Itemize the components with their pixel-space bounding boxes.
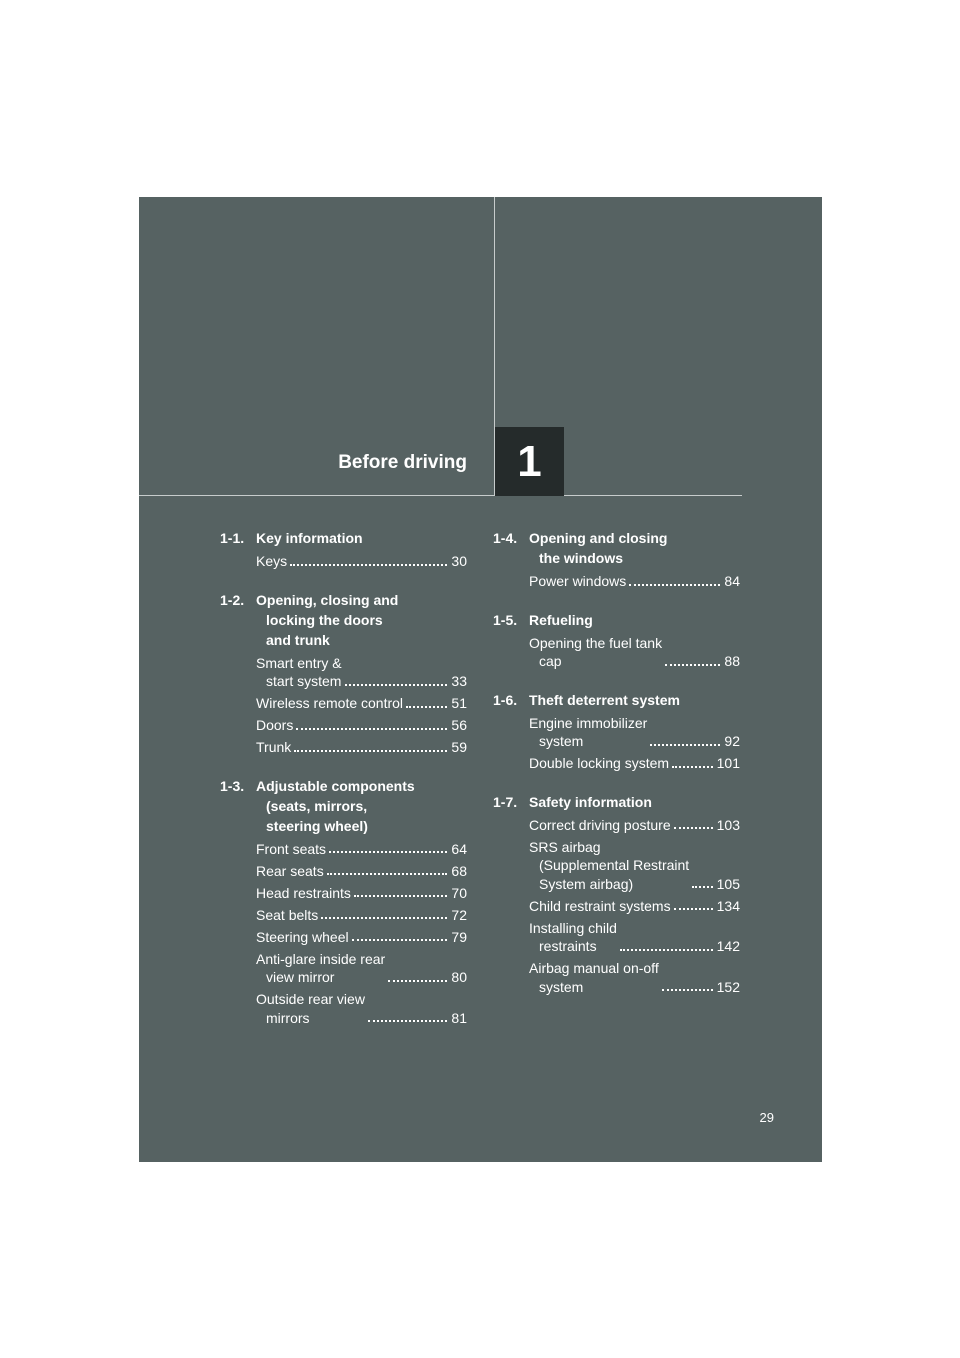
toc-entry[interactable] — [529, 714, 740, 751]
leader-dots — [294, 750, 447, 752]
entry-page: 30 — [451, 553, 467, 569]
leader-dots — [672, 766, 713, 768]
toc-entry[interactable] — [529, 816, 740, 835]
toc-entry[interactable] — [256, 694, 467, 713]
page-number: 29 — [759, 1110, 774, 1125]
toc-entry[interactable] — [529, 897, 740, 916]
leader-dots — [665, 664, 720, 666]
toc-entry[interactable] — [256, 990, 467, 1027]
toc-entry[interactable] — [256, 738, 467, 757]
entry-title: Wireless remote control — [256, 695, 404, 711]
section-heading[interactable] — [220, 776, 467, 836]
section-heading[interactable] — [220, 528, 467, 548]
section-heading[interactable] — [493, 610, 740, 630]
leader-dots — [674, 908, 713, 910]
toc-entry[interactable] — [529, 838, 740, 894]
toc-entry[interactable] — [529, 959, 740, 996]
entry-page: 64 — [451, 840, 467, 857]
entry-title: Airbag manual on-off system — [529, 960, 659, 995]
section-heading[interactable] — [493, 528, 740, 568]
toc-entry[interactable] — [256, 862, 467, 881]
leader-dots — [674, 827, 713, 829]
entry-page: 103 — [716, 816, 740, 833]
entry-title: Keys — [256, 553, 288, 569]
entry-title: Trunk — [256, 739, 292, 755]
section-title: Theft deterrent system — [529, 691, 680, 708]
leader-dots — [321, 917, 447, 919]
leader-dots — [290, 564, 447, 566]
leader-dots — [354, 895, 447, 897]
toc-section — [493, 792, 740, 997]
entry-page: 81 — [451, 1009, 467, 1026]
entry-page: 84 — [724, 573, 740, 589]
leader-dots — [368, 1020, 447, 1022]
toc-entry[interactable] — [256, 840, 467, 859]
entry-page: 142 — [716, 938, 740, 954]
section-title: Opening, closing and locking the doors and trunk — [256, 591, 399, 648]
toc-entry[interactable] — [529, 572, 740, 591]
leader-dots — [662, 989, 713, 991]
entry-title: Rear seats — [256, 862, 324, 879]
toc-entry[interactable] — [256, 552, 467, 571]
entry-page: 56 — [451, 717, 467, 733]
leader-dots — [345, 684, 448, 686]
toc-section — [220, 528, 467, 571]
entry-page: 33 — [451, 673, 467, 689]
entry-title: Correct driving posture — [529, 816, 671, 833]
entry-page: 134 — [716, 897, 740, 914]
section-title: Refueling — [529, 611, 593, 628]
section-title: Safety information — [529, 793, 652, 810]
entry-title: SRS airbag (Supplemental Restraint System airbag) — [529, 838, 690, 892]
entry-title: Doors — [256, 717, 294, 733]
entry-page: 80 — [451, 969, 467, 985]
section-number: 1-1. — [220, 530, 245, 546]
toc-entry[interactable] — [256, 906, 467, 925]
chapter-number: 1 — [517, 436, 542, 486]
toc-entry[interactable] — [256, 884, 467, 903]
entry-title: Outside rear view mirrors — [256, 991, 365, 1026]
entry-page: 59 — [451, 739, 467, 755]
leader-dots — [296, 728, 447, 730]
entry-title: Head restraints — [256, 884, 351, 901]
toc-section — [220, 590, 467, 757]
section-number: 1-2. — [220, 591, 245, 608]
entry-title: Seat belts — [256, 906, 319, 923]
entry-title: Steering wheel — [256, 928, 349, 945]
toc-section — [493, 528, 740, 591]
chapter-title: Before driving — [338, 452, 467, 473]
toc-entry[interactable] — [256, 950, 467, 987]
leader-dots — [329, 851, 447, 853]
entry-title: Power windows — [529, 573, 627, 589]
entry-title: Front seats — [256, 840, 327, 857]
section-number: 1-4. — [493, 530, 518, 546]
toc-section — [493, 610, 740, 671]
section-title: Opening and closing the windows — [529, 530, 668, 566]
toc-entry[interactable] — [529, 919, 740, 956]
entry-title: Installing child restraints — [529, 919, 617, 954]
entry-title: Double locking system — [529, 755, 670, 771]
toc-left-column — [220, 528, 467, 1046]
entry-title: Anti-glare inside rear view mirror — [256, 950, 386, 985]
entry-page: 70 — [451, 884, 467, 901]
entry-page: 101 — [716, 755, 740, 771]
entry-title: Opening the fuel tank cap — [529, 634, 663, 669]
toc-right-column — [493, 528, 740, 1015]
chapter-number-box — [494, 427, 564, 496]
entry-title: Smart entry & start system — [256, 654, 342, 689]
leader-dots — [629, 584, 720, 586]
section-number: 1-6. — [493, 691, 518, 708]
entry-page: 88 — [724, 653, 740, 669]
entry-page: 92 — [724, 733, 740, 749]
section-heading[interactable] — [493, 690, 740, 710]
entry-title: Engine immobilizer system — [529, 714, 648, 749]
section-title: Adjustable components (seats, mirrors, steering wheel) — [256, 777, 415, 834]
leader-dots — [406, 706, 447, 708]
leader-dots — [620, 949, 713, 951]
leader-dots — [692, 886, 712, 888]
entry-page: 105 — [716, 875, 740, 892]
entry-title: Child restraint systems — [529, 897, 671, 914]
leader-dots — [327, 873, 448, 875]
toc-section — [220, 776, 467, 1028]
section-number: 1-3. — [220, 777, 245, 794]
horizontal-divider — [139, 495, 742, 496]
toc-section — [493, 690, 740, 773]
entry-page: 79 — [451, 928, 467, 945]
entry-page: 72 — [451, 906, 467, 923]
toc-entry[interactable] — [529, 754, 740, 773]
leader-dots — [650, 744, 720, 746]
section-number: 1-7. — [493, 793, 518, 810]
toc-entry[interactable] — [256, 654, 467, 691]
entry-page: 68 — [451, 862, 467, 879]
section-heading[interactable] — [493, 792, 740, 812]
toc-entry[interactable] — [529, 634, 740, 671]
section-number: 1-5. — [493, 611, 518, 628]
toc-entry[interactable] — [256, 716, 467, 735]
section-heading[interactable] — [220, 590, 467, 650]
entry-page: 152 — [716, 978, 740, 995]
section-title: Key information — [256, 530, 363, 546]
leader-dots — [388, 980, 447, 982]
toc-entry[interactable] — [256, 928, 467, 947]
leader-dots — [352, 939, 448, 941]
entry-page: 51 — [451, 695, 467, 711]
